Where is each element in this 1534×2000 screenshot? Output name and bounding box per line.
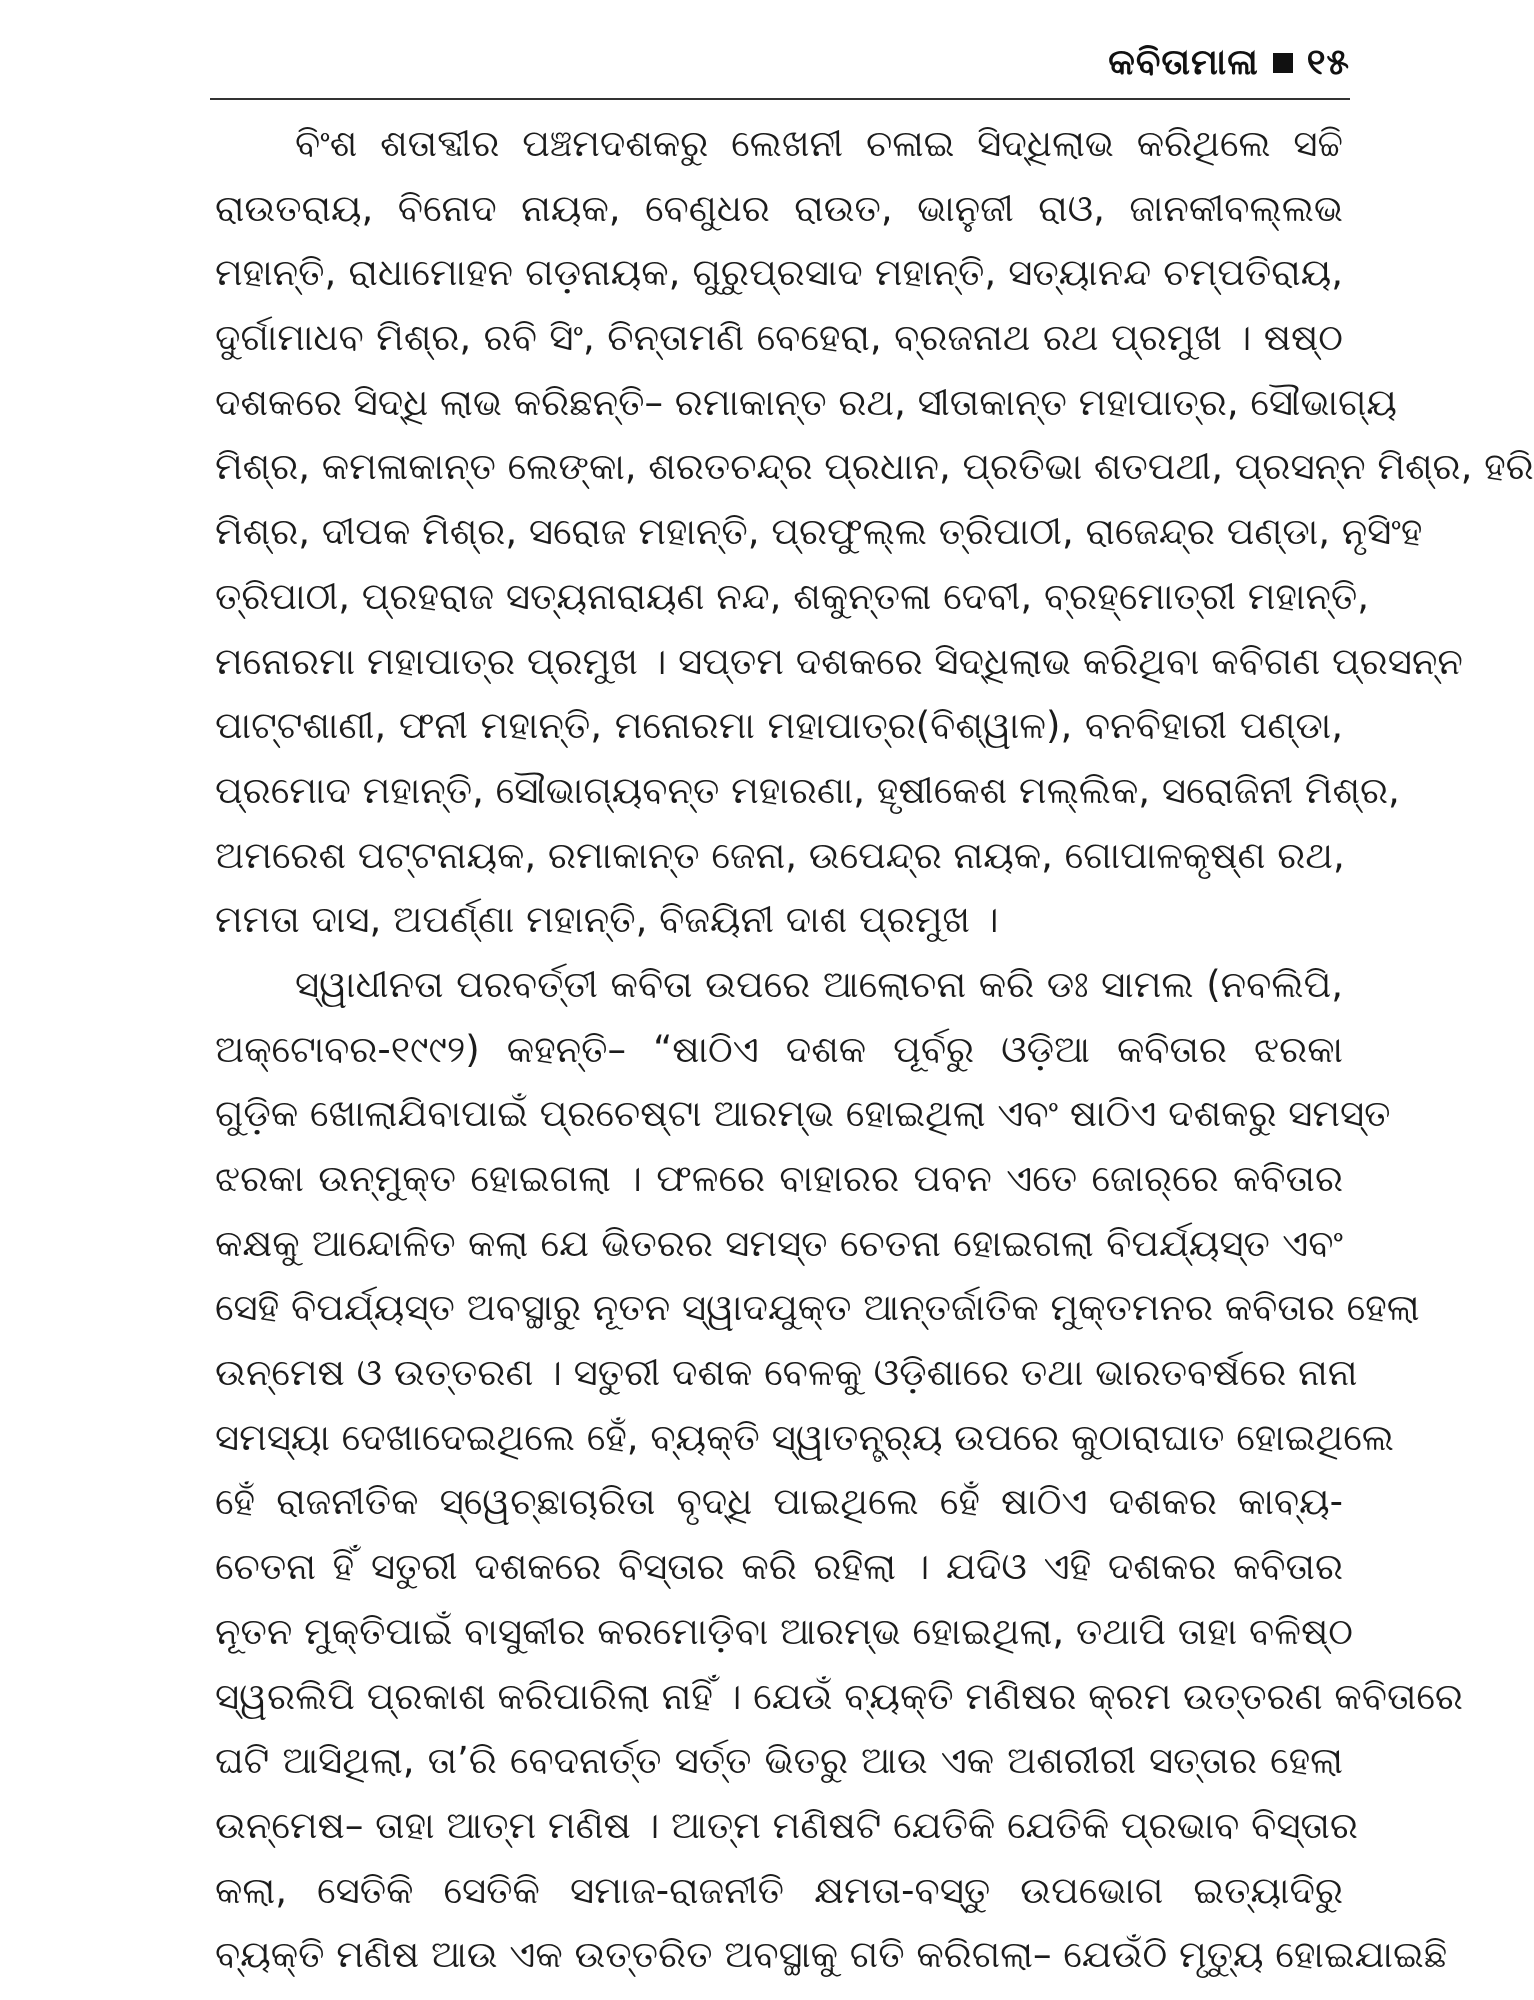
text-line: ମନୋରମା ମହାପାତ୍ର ପ୍ରମୁଖ । ସପ୍ତମ ଦଶକରେ ସିଦ୍ଧିଲାଭ କରିଥିବା କବିଗଣ ପ୍ରସନ୍ନ	[215, 639, 1463, 683]
text-line: ଘଟି ଆସିଥିଲା, ତା’ରି ବେଦନାର୍ତ୍ତ ସର୍ତ୍ତ ଭିତରୁ ଆଉ ଏକ ଅଶରୀରୀ ସତ୍ତାର ହେଲା	[215, 1739, 1343, 1783]
text-line: ନୂତନ ମୁକ୍ତିପାଇଁ ବାସୁକୀର କରମୋଡ଼ିବା ଆରମ୍ଭ ହୋଇଥିଲା, ତଥାପି ତାହା ବଳିଷ୍ଠ	[215, 1609, 1353, 1653]
page-number: ୧୫	[1306, 42, 1350, 83]
text-line: କକ୍ଷକୁ ଆନ୍ଦୋଳିତ କଲା ଯେ ଭିତରର ସମସ୍ତ ଚେତନା ହୋଇଗଲା ବିପର୍ଯ୍ୟସ୍ତ ଏବଂ	[215, 1221, 1343, 1265]
text-line: ସ୍ୱରଲିପି ପ୍ରକାଶ କରିପାରିଲା ନାହିଁ । ଯେଉଁ ବ୍ୟକ୍ତି ମଣିଷର କ୍ରମ ଉତ୍ତରଣ କବିତାରେ	[215, 1674, 1463, 1718]
text-line: ଉନ୍ମେଷ– ତାହା ଆତ୍ମ ମଣିଷ । ଆତ୍ମ ମଣିଷଟି ଯେତିକି ଯେତିକି ପ୍ରଭାବ ବିସ୍ତାର	[215, 1803, 1358, 1847]
text-line: ଅକ୍ଟୋବର-୧୯୯୨) କହନ୍ତି– “ଷାଠିଏ ଦଶକ ପୂର୍ବରୁ ଓଡ଼ିଆ କବିତାର ଝରକା	[215, 1027, 1343, 1071]
text-line: ପାଟ୍ଟଶାଣୀ, ଫନୀ ମହାନ୍ତି, ମନୋରମା ମହାପାତ୍ର(ବିଶ୍ୱାଳ), ବନବିହାରୀ ପଣ୍ଡା,	[215, 704, 1343, 748]
text-line: ଝରକା ଉନ୍ମୁକ୍ତ ହୋଇଗଲା । ଫଳରେ ବାହାରର ପବନ ଏତେ ଜୋର୍‌ରେ କବିତାର	[215, 1157, 1343, 1200]
text-line: ସମସ୍ୟା ଦେଖାଦେଇଥିଲେ ହେଁ, ବ୍ୟକ୍ତି ସ୍ୱାତନ୍ତ୍ର୍ୟ ଉପରେ କୁଠାରାଘାତ ହୋଇଥିଲେ	[215, 1415, 1394, 1459]
header-title: କବିତାମାଳା	[1108, 42, 1259, 83]
text-line: ଅମରେଶ ପଟ୍ଟନାୟକ, ରମାକାନ୍ତ ଜେନା, ଉପେନ୍ଦ୍ର ନାୟକ, ଗୋପାଳକୃଷ୍ଣ ରଥ,	[215, 833, 1345, 877]
text-line: ଚେତନା ହିଁ ସତୁରୀ ଦଶକରେ ବିସ୍ତାର କରି ରହିଲା । ଯଦିଓ ଏହି ଦଶକର କବିତାର	[215, 1545, 1343, 1589]
text-line: ଦଶକରେ ସିଦ୍ଧି ଲାଭ କରିଛନ୍ତି– ରମାକାନ୍ତ ରଥ, ସୀତାକାନ୍ତ ମହାପାତ୍ର, ସୌଭାଗ୍ୟ	[215, 380, 1397, 424]
text-line: ଉନ୍ମେଷ ଓ ଉତ୍ତରଣ । ସତୁରୀ ଦଶକ ବେଳକୁ ଓଡ଼ିଶାରେ ତଥା ଭାରତବର୍ଷରେ ନାନା	[215, 1351, 1358, 1395]
text-line: ମିଶ୍ର, କମଳାକାନ୍ତ ଲେଙ୍କା, ଶରତଚନ୍ଦ୍ର ପ୍ରଧାନ, ପ୍ରତିଭା ଶତପଥୀ, ପ୍ରସନ୍ନ ମିଶ୍ର, ହରି	[215, 445, 1534, 489]
text-line: ସେହି ବିପର୍ଯ୍ୟସ୍ତ ଅବସ୍ଥାରୁ ନୂତନ ସ୍ୱାଦଯୁକ୍ତ ଆନ୍ତର୍ଜାତିକ ମୁକ୍ତମନର କବିତାର ହେଲା	[215, 1286, 1420, 1330]
text-line: ସ୍ୱାଧୀନତା ପରବର୍ତ୍ତୀ କବିତା ଉପରେ ଆଲୋଚନା କରି ଡଃ ସାମଲ (ନବଲିପି,	[295, 962, 1343, 1006]
text-line: ରାଉତରାୟ, ବିନୋଦ ନାୟକ, ବେଣୁଧର ରାଉତ, ଭାନୁଜୀ ରାଓ, ଜାନକୀବଲ୍ଲଭ	[215, 186, 1343, 230]
text-line: ହେଁ ରାଜନୀତିକ ସ୍ୱେଚ୍ଛାଚାରିତା ବୃଦ୍ଧି ପାଇଥିଲେ ହେଁ ଷାଠିଏ ଦଶକର କାବ୍ୟ-	[215, 1480, 1343, 1524]
text-line: ଦୁର୍ଗାମାଧବ ମିଶ୍ର, ରବି ସିଂ, ଚିନ୍ତାମଣି ବେହେରା, ବ୍ରଜନାଥ ରଥ ପ୍ରମୁଖ । ଷଷ୍ଠ	[215, 316, 1343, 360]
text-line: ତ୍ରିପାଠୀ, ପ୍ରହରାଜ ସତ୍ୟନାରାୟଣ ନନ୍ଦ, ଶକୁନ୍ତଳା ଦେବୀ, ବ୍ରହ୍ମୋତ୍ରୀ ମହାନ୍ତି,	[215, 574, 1370, 618]
text-line: ଗୁଡ଼ିକ ଖୋଲାଯିବାପାଇଁ ପ୍ରଚେଷ୍ଟା ଆରମ୍ଭ ହୋଇଥିଲା ଏବଂ ଷାଠିଏ ଦଶକରୁ ସମସ୍ତ	[215, 1092, 1391, 1136]
square-bullet-icon	[1273, 53, 1293, 73]
text-line: ପ୍ରମୋଦ ମହାନ୍ତି, ସୌଭାଗ୍ୟବନ୍ତ ମହାରଣା, ହୃଷୀକେଶ ମଲ୍ଲିକ, ସରୋଜିନୀ ମିଶ୍ର,	[215, 768, 1400, 812]
text-line: ବ୍ୟକ୍ତି ମଣିଷ ଆଉ ଏକ ଉତ୍ତରିତ ଅବସ୍ଥାକୁ ଗତି କରିଗଲା– ଯେଉଁଠି ମୃତ୍ୟୁ ହୋଇଯାଇଛି	[215, 1933, 1448, 1977]
text-line: ମହାନ୍ତି, ରାଧାମୋହନ ଗଡ଼ନାୟକ, ଗୁରୁପ୍ରସାଦ ମହାନ୍ତି, ସତ୍ୟାନନ୍ଦ ଚମ୍ପତିରାୟ,	[215, 251, 1343, 295]
text-line: କଲା, ସେତିକି ସେତିକି ସମାଜ-ରାଜନୀତି କ୍ଷମତା-ବସ୍ତୁ ଉପଭୋଗ ଇତ୍ୟାଦିରୁ	[215, 1868, 1343, 1912]
text-line: ମିଶ୍ର, ଦୀପକ ମିଶ୍ର, ସରୋଜ ମହାନ୍ତି, ପ୍ରଫୁଲ୍ଲ ତ୍ରିପାଠୀ, ରାଜେନ୍ଦ୍ର ପଣ୍ଡା, ନୃସିଂହ	[215, 510, 1423, 554]
header-divider	[210, 98, 1350, 100]
text-line: ବିଂଶ ଶତାବ୍ଦୀର ପଞ୍ଚମଦଶକରୁ ଲେଖନୀ ଚଳାଇ ସିଦ୍ଧିଲାଭ କରିଥିଲେ ସଚ୍ଚି	[295, 122, 1343, 165]
body-text	[215, 112, 1534, 1988]
running-header	[1108, 42, 1350, 84]
text-line: ମମତା ଦାସ, ଅପର୍ଣ୍ଣା ମହାନ୍ତି, ବିଜୟିନୀ ଦାଶ ପ୍ରମୁଖ ।	[215, 898, 999, 942]
